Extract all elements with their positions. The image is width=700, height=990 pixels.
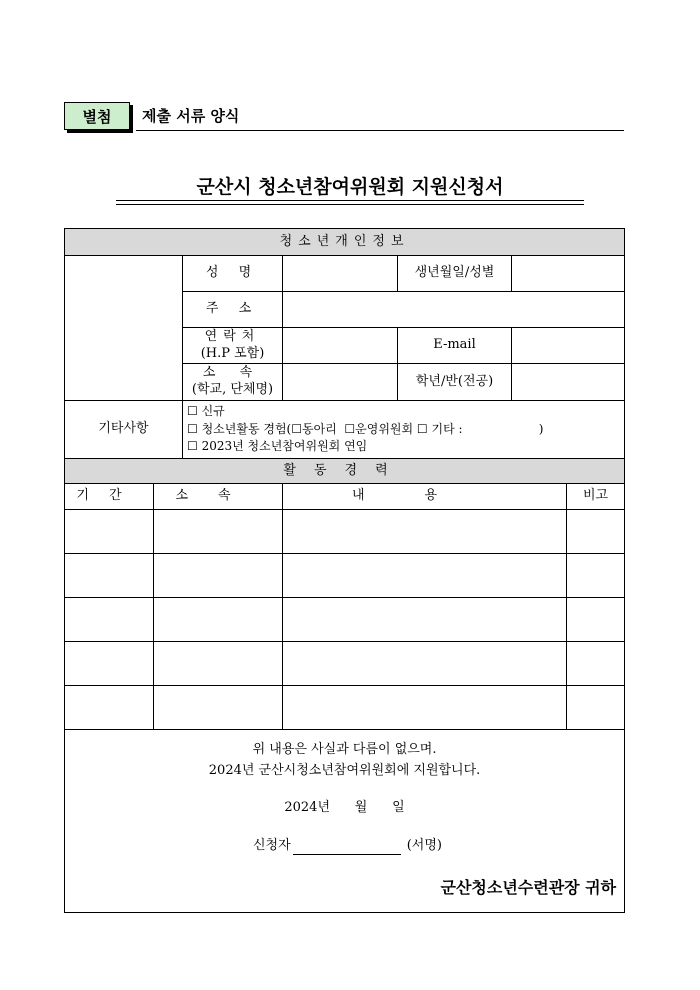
col-period: 기간 — [65, 484, 154, 510]
col-content: 내용 — [283, 484, 567, 510]
activity-header: 활동경력 — [65, 459, 625, 484]
note-cell[interactable] — [567, 642, 625, 686]
period-cell[interactable] — [65, 510, 154, 554]
title-underline-thin — [116, 204, 584, 205]
affiliation-field[interactable] — [283, 364, 398, 401]
grade-field[interactable] — [512, 364, 625, 401]
note-cell[interactable] — [567, 598, 625, 642]
affiliation-cell[interactable] — [154, 686, 283, 730]
contact-label — [183, 328, 283, 364]
content-cell[interactable] — [283, 510, 567, 554]
birth-field[interactable] — [512, 256, 625, 292]
address-field[interactable] — [283, 292, 625, 328]
header-divider — [136, 130, 624, 131]
note-cell[interactable] — [567, 686, 625, 730]
grade-label: 학년/반(전공) — [398, 364, 512, 401]
affiliation-label-line2: (학교, 단체명) — [191, 382, 274, 397]
addressee: 군산청소년수련관장 귀하 — [440, 878, 617, 897]
affiliation-label-line1: 소 속 — [202, 365, 263, 381]
declaration-section — [65, 730, 625, 913]
affiliation-cell[interactable] — [154, 554, 283, 598]
period-cell[interactable] — [65, 686, 154, 730]
affiliation-label — [183, 364, 283, 401]
period-cell[interactable] — [65, 554, 154, 598]
content-cell[interactable] — [283, 598, 567, 642]
attachment-badge — [64, 102, 130, 130]
contact-field[interactable] — [283, 328, 398, 364]
contact-label-line1: 연락처 — [204, 328, 261, 344]
activity-row — [65, 642, 625, 686]
date-line: 2024년 월 일 — [284, 800, 405, 815]
affiliation-cell[interactable] — [154, 642, 283, 686]
name-label: 성 명 — [183, 256, 283, 292]
contact-label-line2: (H.P 포함) — [200, 345, 265, 361]
birth-label: 생년월일/성별 — [398, 256, 512, 292]
col-affiliation: 소속 — [154, 484, 283, 510]
content-cell[interactable] — [283, 686, 567, 730]
statement-line1: 위 내용은 사실과 다름이 없으며. — [252, 742, 437, 757]
applicant-label: 신청자 — [253, 838, 291, 853]
address-label: 주 소 — [183, 292, 283, 328]
content-cell[interactable] — [283, 642, 567, 686]
affiliation-cell[interactable] — [154, 510, 283, 554]
photo-cell[interactable] — [65, 256, 183, 401]
period-cell[interactable] — [65, 598, 154, 642]
misc-options — [183, 401, 625, 459]
note-cell[interactable] — [567, 554, 625, 598]
note-cell[interactable] — [567, 510, 625, 554]
email-field[interactable] — [512, 328, 625, 364]
personal-info-header: 청소년개인정보 — [65, 229, 625, 256]
attachment-label: 별첨 — [82, 107, 112, 126]
activity-row — [65, 510, 625, 554]
affiliation-cell[interactable] — [154, 598, 283, 642]
content-cell[interactable] — [283, 554, 567, 598]
signature-label: (서명) — [406, 838, 442, 853]
statement-line2: 2024년 군산시청소년참여위원회에 지원합니다. — [208, 763, 481, 778]
signature-line — [253, 838, 442, 855]
email-label: E-mail — [398, 328, 512, 364]
application-form — [64, 228, 625, 913]
page-title: 군산시 청소년참여위원회 지원신청서 — [196, 176, 504, 198]
option-experience[interactable]: ☐ 청소년활동 경험(☐동아리 ☐운영위원회 ☐ 기타 : ) — [187, 421, 544, 436]
activity-row — [65, 686, 625, 730]
period-cell[interactable] — [65, 642, 154, 686]
title-underline — [116, 200, 584, 201]
name-field[interactable] — [283, 256, 398, 292]
activity-row — [65, 598, 625, 642]
attachment-title: 제출 서류 양식 — [142, 107, 240, 125]
signature-field[interactable] — [293, 840, 401, 855]
activity-row — [65, 554, 625, 598]
col-note: 비고 — [567, 484, 625, 510]
option-new[interactable]: ☐ 신규 — [187, 404, 225, 419]
misc-label: 기타사항 — [65, 401, 183, 459]
option-reappointment[interactable]: ☐ 2023년 청소년참여위원회 연임 — [187, 439, 368, 454]
